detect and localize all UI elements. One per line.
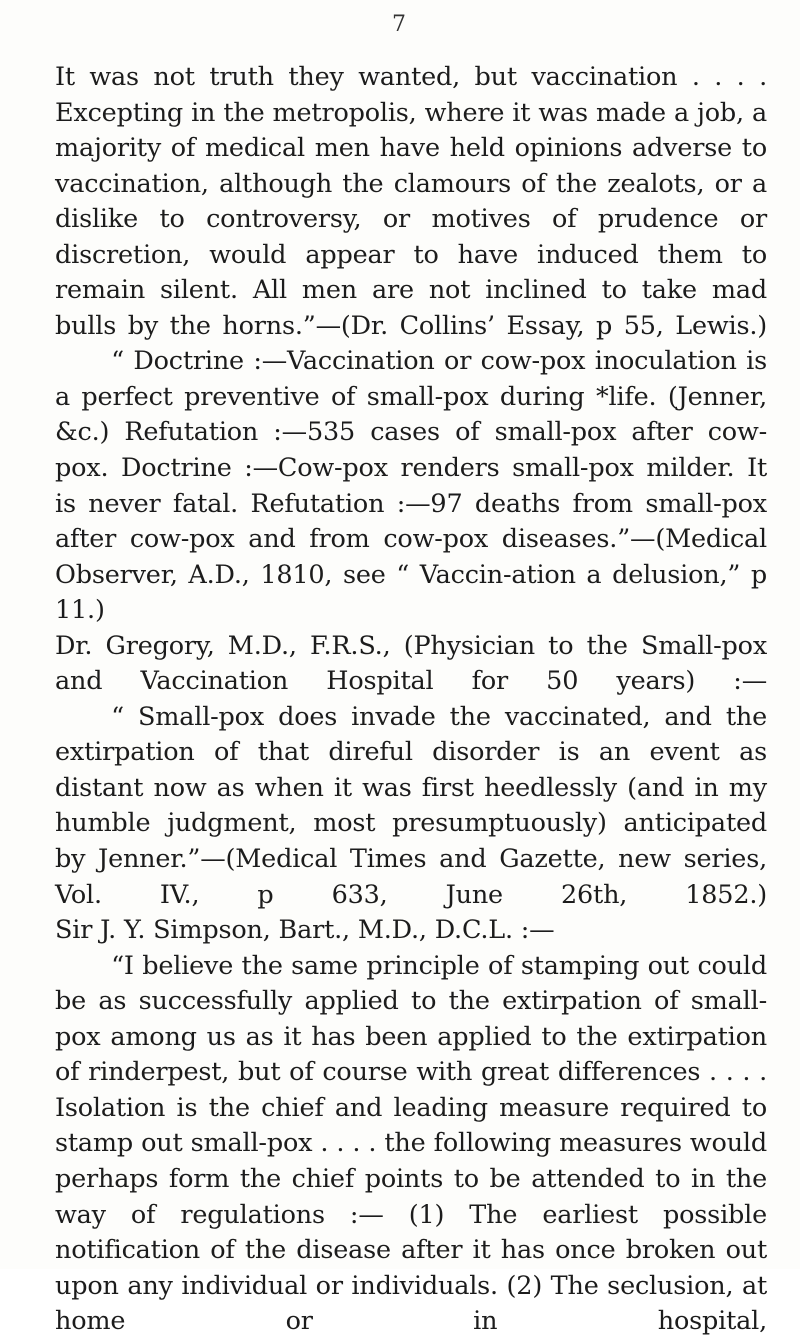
paragraph-simpson-quote: “I believe the same principle of stamping out could be as successfully applied to the extirpation of small-pox among us as it has been applied to the extirpation of rinderpest, but of course with great differences . . . . Isolation is the chief and leading measure required to stamp out small-pox . . . . the following measures would perhaps form the chief points to be attended to in the way of regulations :— (1) The earliest possible notification of the disease after it has once broken out upon any individual or individuals. (2) The seclusion, at home or in hospital, [55, 950, 767, 1337]
paragraph-gregory-quote: “ Small-pox does invade the vaccinated, and the extirpation of that direful disorder is an event as distant now as when it was first heedlessly (and in my humble judgment, most presumptuously) anticipated by Jenner.”—(Medical Times and Gazette, new series, Vol. IV., p 633, June 26th, 1852.) [55, 701, 767, 910]
paragraph-collins-quote: It was not truth they wanted, but vaccination . . . . Excepting in the metropolis, where it was made a job, a majority of medical men have held opinions adverse to vaccination, although the clamours of the zealots, or a dislike to controversy, or motives of prudence or discretion, would appear to have induced them to remain silent. All men are not inclined to take mad bulls by the horns.”—(Dr. Collins’ Essay, p 55, Lewis.) [55, 62, 767, 341]
heading-dr-gregory: Dr. Gregory, M.D., F.R.S., (Physician to the Small-pox and Vaccination Hospital for 50 years) :— [55, 630, 767, 697]
page-number: 7 [392, 12, 406, 37]
paragraph-doctrine-refutation: “ Doctrine :—Vaccination or cow-pox inoculation is a perfect preventive of small-pox during *life. (Jenner, &c.) Refutation :—535 cases of small-pox after cow-pox. Doctrine :—Cow-pox renders small-pox milder. It is never fatal. Refutation :—97 deaths from small-pox after cow-pox and from cow-pox diseases.”—(Medical Observer, A.D., 1810, see “ Vaccin-ation a delusion,” p 11.) [55, 346, 767, 626]
heading-sir-simpson: Sir J. Y. Simpson, Bart., M.D., D.C.L. :— [55, 915, 555, 946]
body-text [55, 60, 767, 1340]
